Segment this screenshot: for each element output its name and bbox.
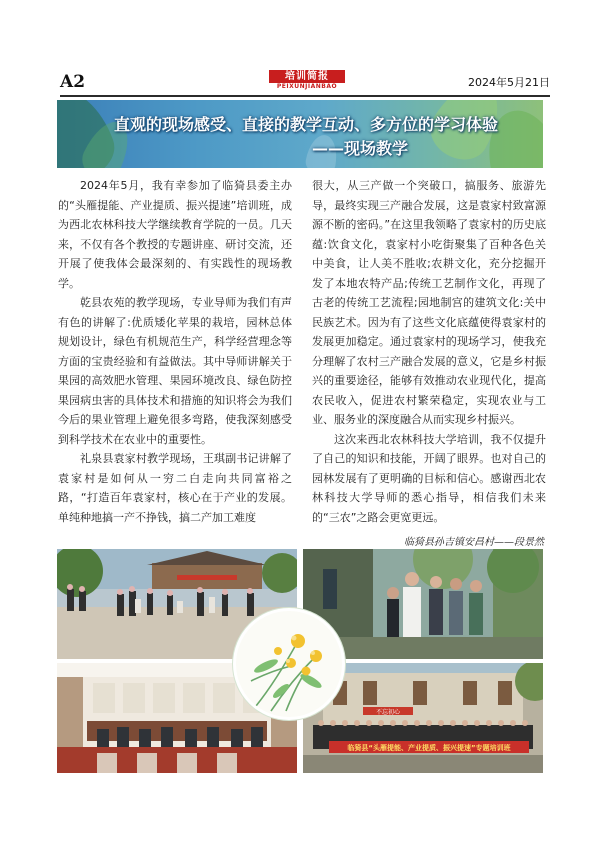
page-number: A2 <box>60 72 86 92</box>
article-column-left <box>58 176 292 527</box>
photo-sign-text: 不忘初心 <box>375 709 401 716</box>
article-paragraph: 很大，从三产做一个突破口，搞服务、旅游先导，最终实现三产融合发展，这是袁家村致富源源不断的密码。”在这里我领略了袁家村的历史底蕴:饮食文化，袁家村小吃街聚集了百种各色关中美食，让人美不胜收;农耕文化，充分挖掘开发了本地农特产品;传统工艺制作文化，再现了古老的传统工艺流程;园地制宫的建筑文化:关中民族艺术。因为有了这些文化底蕴使得袁家村的发展更加稳定。通过袁家村的现场学习，使我充分理解了农村三产融合发展的意义，它是乡村振兴的重要途径，能够有效推动农业现代化，提高农民收入，促进农村繁荣稳定，实现农业与工业、服务业的深度融合从而实现乡村振兴。 <box>312 179 546 426</box>
article-column-right <box>312 176 546 527</box>
masthead-pinyin: PEIXUNJIANBAO <box>276 83 338 90</box>
article-paragraph: 2024年5月，我有幸参加了临猗县委主办的“头雁提能、产业提质、振兴提速”培训班，成为西北农林科技大学继续教育学院的一员。几天来，不仅有各个教授的专题讲座、研讨交流，还开展了使我体会最深刻的、有实践性的现场教学。 <box>58 179 292 290</box>
page-header <box>60 70 550 94</box>
article-paragraph: 礼泉县袁家村教学现场，王琪副书记讲解了袁家村是如何从一穷二白走向共同富裕之路，“打造百年袁家村，核心在于产业的发展。单纯种地搞一产不挣钱，搞二产加工难度 <box>58 452 292 524</box>
article-banner <box>57 100 543 168</box>
photo-orchard-guide <box>303 549 543 659</box>
author-byline: 临猗县孙吉镇安昌村——段景然 <box>404 537 544 548</box>
article-paragraph: 乾县农苑的教学现场，专业导师为我们有声有色的讲解了:优质矮化苹果的栽培，园林总体规划设计，绿色有机规范生产，科学经营理念等方面的宝贵经验和有益做法。其中导师讲解关于果园的高效肥水管理、果园环境改良、绿色防控果园病虫害的具体技术和措施的知识将会为我们今后的果业管理上避免很多弯路，使我深刻感受到科学技术在农业中的重要性。 <box>58 296 292 446</box>
wildflower-icon <box>236 611 342 717</box>
masthead-title: 培训简报 <box>269 70 345 83</box>
banner-title-line1: 直观的现场感受、直接的教学互动、多方位的学习体验 <box>113 115 498 134</box>
article-paragraph: 这次来西北农林科技大学培训，我不仅提升了自己的知识和技能，开阔了眼界。也对自己的园林发展有了更明确的目标和信心。感谢西北农林科技大学导师的悉心指导，相信我们未来的“三农”之路会更宽更远。 <box>312 432 546 524</box>
header-divider <box>60 95 550 97</box>
masthead <box>269 70 345 91</box>
photo-banner-text: 临猗县“头雁提能、产业提质、振兴提速”专题培训班 <box>347 744 511 752</box>
issue-date: 2024年5月21日 <box>468 76 550 89</box>
banner-title-line2: ——现场教学 <box>311 139 408 158</box>
